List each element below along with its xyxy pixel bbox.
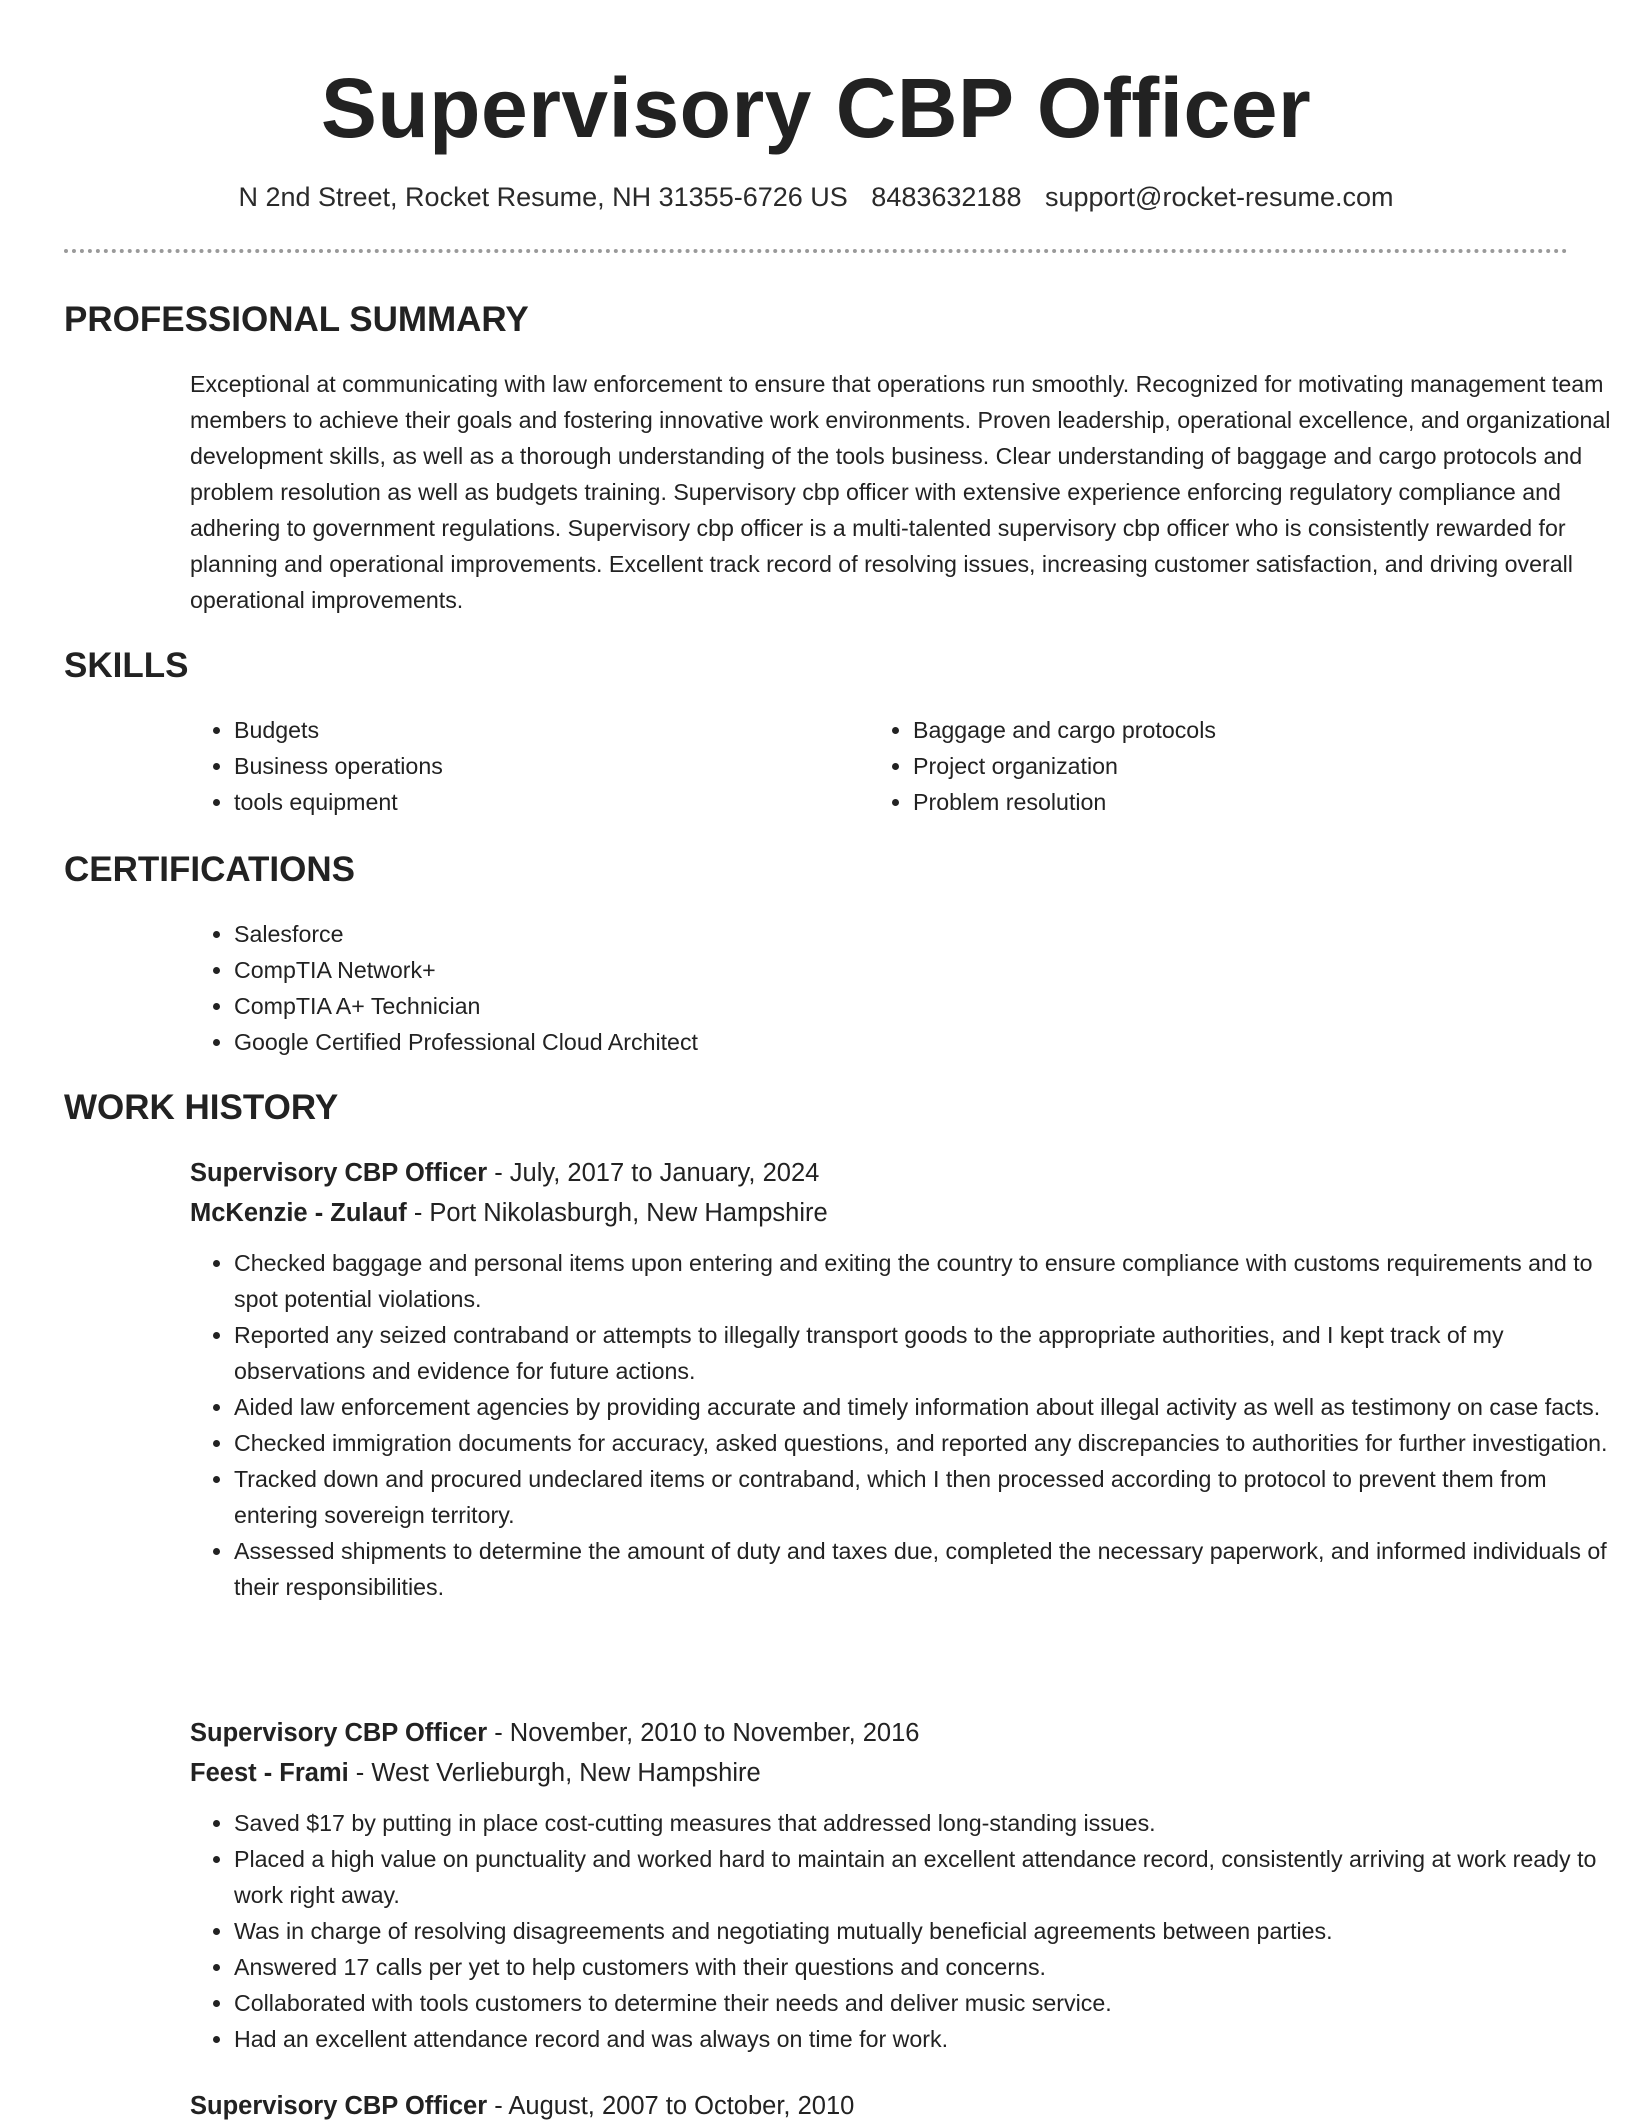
contact-line <box>64 178 1568 216</box>
job-dates: - November, 2010 to November, 2016 <box>487 1719 920 1747</box>
job-bullet: • Assessed shipments to determine the amount of duty and taxes due, completed the necessary paperwork, and informed individuals of their responsibilities. <box>234 1533 1630 1605</box>
skill-item: • Problem resolution <box>913 784 1216 820</box>
skills-heading: SKILLS <box>64 646 189 685</box>
job-entry <box>190 1713 1630 2057</box>
job-role: Supervisory CBP Officer <box>190 2092 488 2120</box>
job-bullets <box>190 1245 1630 1605</box>
job-bullet: • Reported any seized contraband or attempts to illegally transport goods to the appropriate authorities, and I kept track of my observations and evidence for future actions. <box>234 1317 1630 1389</box>
contact-phone: 8483632188 <box>871 182 1022 212</box>
certification-item: • Google Certified Professional Cloud Architect <box>234 1024 698 1060</box>
skill-item: • tools equipment <box>234 784 443 820</box>
job-bullet: • Checked immigration documents for accuracy, asked questions, and reported any discrepancies to authorities for further investigation. <box>234 1425 1630 1461</box>
job-bullet: • Saved $17 by putting in place cost-cutting measures that addressed long-standing issues. <box>234 1805 1630 1841</box>
header-divider <box>64 249 1568 253</box>
certification-item: • CompTIA Network+ <box>234 952 698 988</box>
skill-item: • Business operations <box>234 748 443 784</box>
skill-item: • Budgets <box>234 712 443 748</box>
job-dates: - July, 2017 to January, 2024 <box>487 1159 820 1187</box>
job-bullet: • Checked baggage and personal items upon entering and exiting the country to ensure compliance with customs requirements and to spot potential violations. <box>234 1245 1630 1317</box>
job-company: Feest - Frami <box>190 1759 349 1787</box>
job-dates: - August, 2007 to October, 2010 <box>487 2092 855 2120</box>
job-bullet: • Collaborated with tools customers to determine their needs and deliver music service. <box>234 1985 1630 2021</box>
job-bullet: • Was in charge of resolving disagreements and negotiating mutually beneficial agreements between parties. <box>234 1913 1630 1949</box>
skills-right-column <box>869 712 1216 820</box>
job-company-line <box>190 1753 1630 1793</box>
contact-address: N 2nd Street, Rocket Resume, NH 31355-6726 US <box>238 182 848 212</box>
certification-item: • Salesforce <box>234 916 698 952</box>
job-role: Supervisory CBP Officer <box>190 1159 488 1187</box>
certification-item: • CompTIA A+ Technician <box>234 988 698 1024</box>
summary-heading: PROFESSIONAL SUMMARY <box>64 300 529 339</box>
job-title-line <box>190 2086 1630 2126</box>
job-bullet: • Tracked down and procured undeclared items or contraband, which I then processed according to protocol to prevent them from entering sovereign territory. <box>234 1461 1630 1533</box>
job-title-line <box>190 1713 1630 1753</box>
summary-text: Exceptional at communicating with law enforcement to ensure that operations run smoothly. Recognized for motivating management team members to achieve their goals and fostering innovative work environments. Proven leadership, operational excellence, and organizational development skills, as well as a thorough understanding of the tools business. Clear understanding of baggage and cargo protocols and problem resolution as well as budgets training. Supervisory cbp officer with extensive experience enforcing regulatory compliance and adhering to government regulations. Supervisory cbp officer is a multi-talented supervisory cbp officer who is consistently rewarded for planning and operational improvements. Excellent track record of resolving issues, increasing customer satisfaction, and driving overall operational improvements. <box>190 371 1611 613</box>
resume-name: Supervisory CBP Officer <box>320 61 1312 155</box>
skill-item: • Project organization <box>913 748 1216 784</box>
certifications-list <box>190 916 698 1060</box>
job-company-line <box>190 1193 1630 1233</box>
job-role: Supervisory CBP Officer <box>190 1719 488 1747</box>
job-bullets <box>190 1805 1630 2057</box>
certifications-heading: CERTIFICATIONS <box>64 850 356 889</box>
job-location: - Port Nikolasburgh, New Hampshire <box>406 1199 828 1227</box>
job-entry <box>190 2086 1630 2126</box>
job-bullet: • Answered 17 calls per yet to help customers with their questions and concerns. <box>234 1949 1630 1985</box>
contact-email: support@rocket-resume.com <box>1044 182 1394 212</box>
job-bullet: • Had an excellent attendance record and was always on time for work. <box>234 2021 1630 2057</box>
job-entry <box>190 1153 1630 1605</box>
job-bullet: • Aided law enforcement agencies by providing accurate and timely information about illegal activity as well as testimony on case facts. <box>234 1389 1630 1425</box>
resume-page <box>64 0 1611 2120</box>
job-title-line <box>190 1153 1630 1193</box>
job-company: McKenzie - Zulauf <box>190 1199 407 1227</box>
job-location: - West Verlieburgh, New Hampshire <box>348 1759 761 1787</box>
work-history-heading: WORK HISTORY <box>64 1088 339 1127</box>
job-bullet: • Placed a high value on punctuality and worked hard to maintain an excellent attendance record, consistently arriving at work ready to work right away. <box>234 1841 1630 1913</box>
skills-left-column <box>190 712 443 820</box>
skill-item: • Baggage and cargo protocols <box>913 712 1216 748</box>
